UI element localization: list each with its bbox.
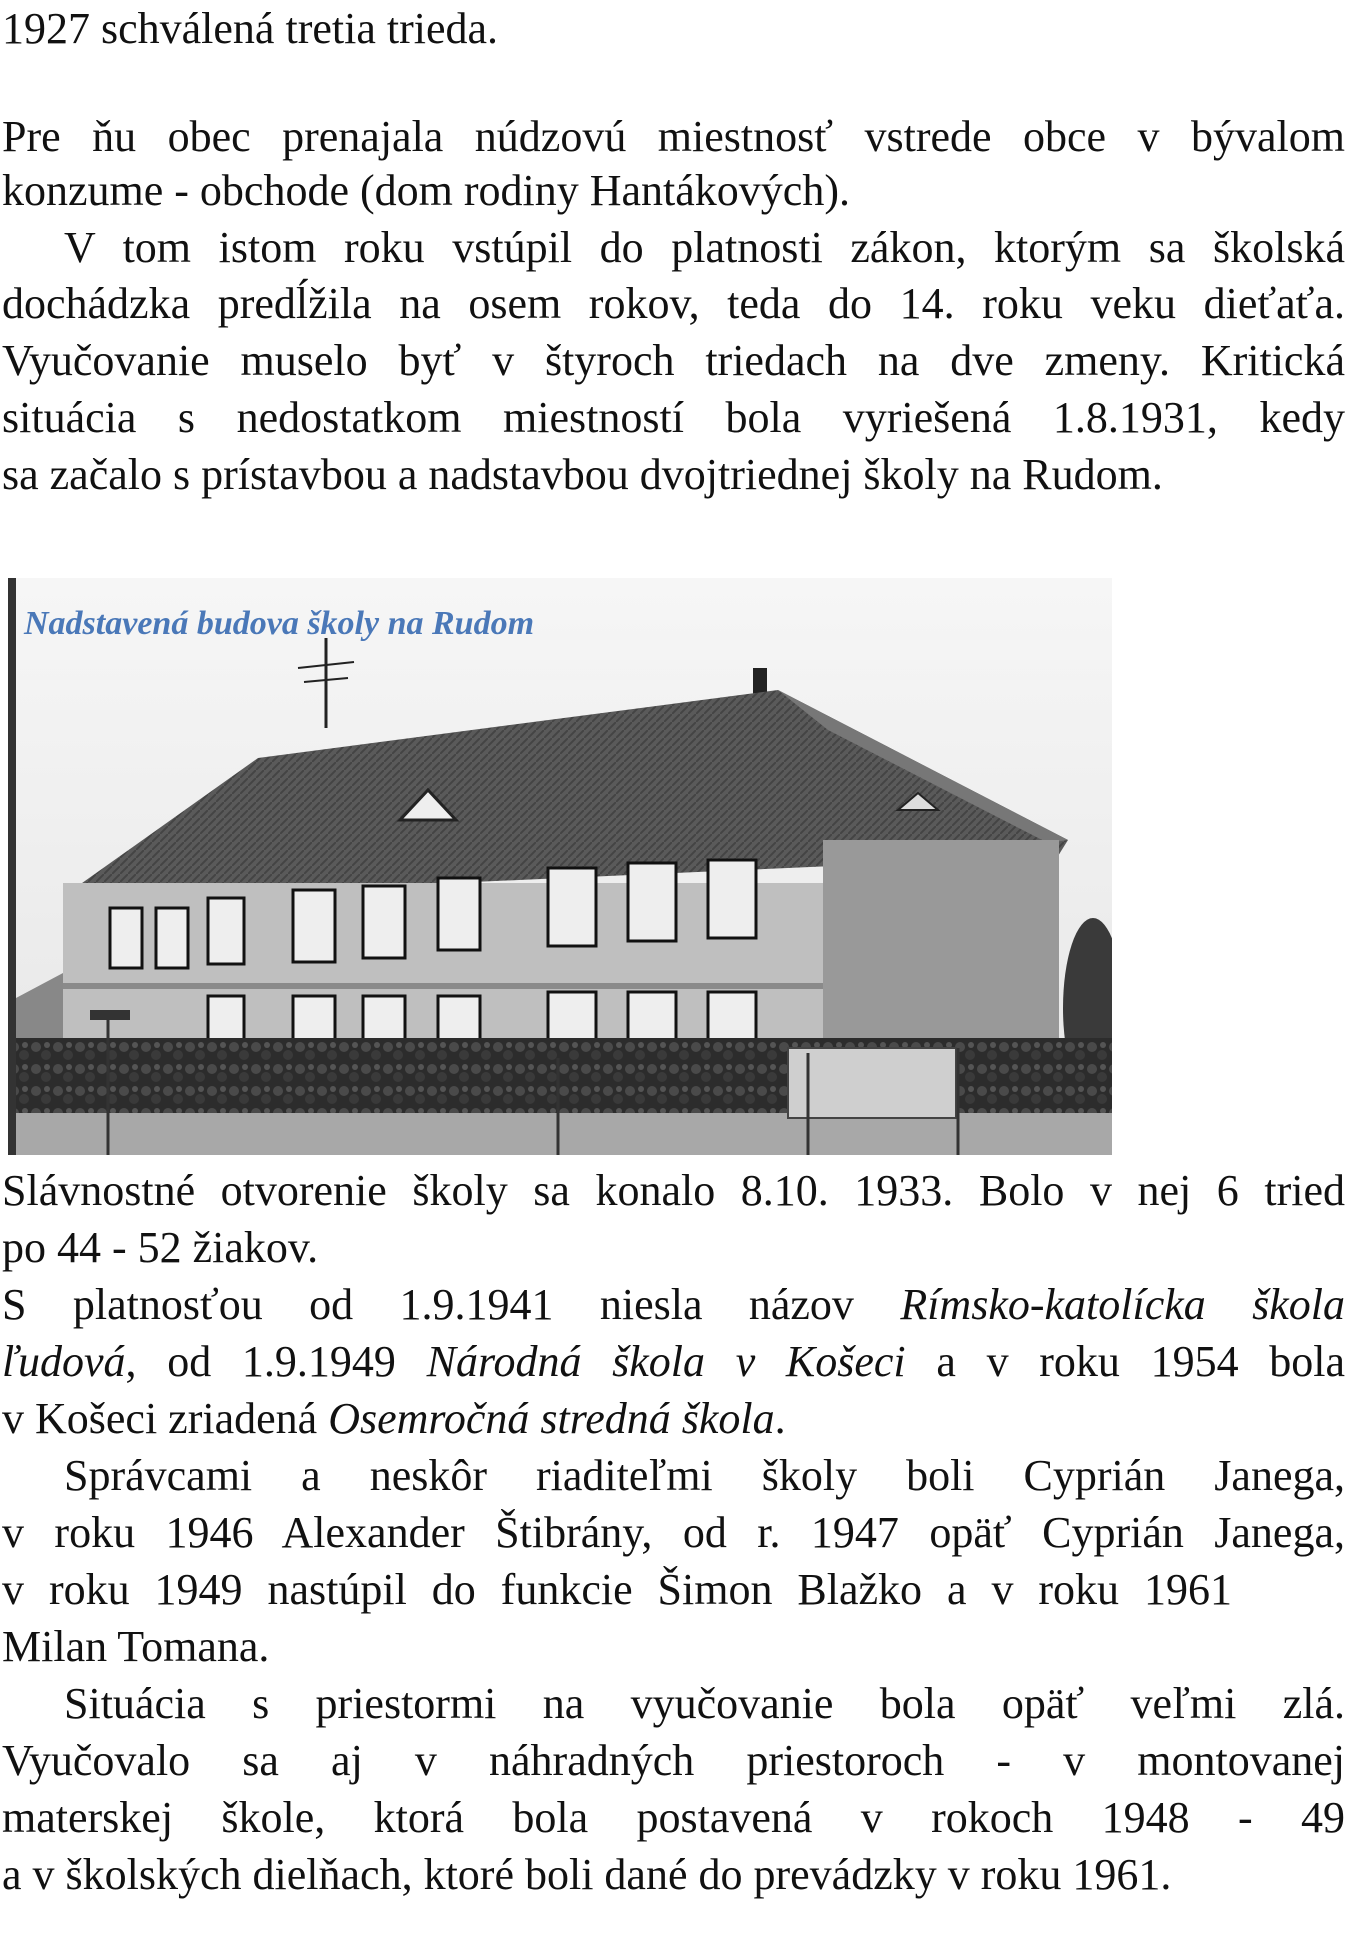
school-building-photo: [8, 578, 1120, 1155]
photo-caption: Nadstavená budova školy na Rudom: [24, 605, 535, 642]
text-line: sa začalo s prístavbou a nadstavbou dvojtriednej školy na Rudom.: [2, 450, 1163, 499]
school-name: Rímsko-katolícka škola: [900, 1280, 1345, 1329]
text-line: V tom istom roku vstúpil do platnosti zákon, ktorým sa školská: [64, 223, 1345, 272]
text-line: Milan Tomana.: [2, 1622, 270, 1671]
text-line: po 44 - 52 žiakov.: [2, 1223, 319, 1272]
text-line: konzume - obchode (dom rodiny Hantákových).: [2, 166, 850, 215]
school-name: ľudová: [2, 1337, 126, 1386]
text-line: 1927 schválená tretia trieda.: [2, 4, 499, 53]
school-name: Osemročná stredná škola: [328, 1394, 775, 1443]
text-line: Vyučovanie muselo byť v štyroch triedach na dve zmeny. Kritická: [2, 336, 1345, 385]
text-span: .: [774, 1394, 786, 1443]
text-line: Vyučovalo sa aj v náhradných priestoroch - v montovanej: [2, 1736, 1345, 1785]
text-line: Slávnostné otvorenie školy sa konalo 8.10. 1933. Bolo v nej 6 tried: [2, 1166, 1345, 1215]
text-line: materskej škole, ktorá bola postavená v rokoch 1948 - 49: [2, 1793, 1345, 1842]
text-span: a v roku 1954 bola: [905, 1337, 1345, 1386]
text-span: S platnosťou od 1.9.1941 niesla názov: [2, 1280, 901, 1329]
text-line: Správcami a neskôr riaditeľmi školy boli Cyprián Janega,: [64, 1451, 1345, 1500]
school-name: Národná škola v Košeci: [426, 1337, 906, 1386]
text-line: situácia s nedostatkom miestností bola vyriešená 1.8.1931, kedy: [2, 393, 1345, 442]
text-line: Situácia s priestormi na vyučovanie bola opäť veľmi zlá.: [64, 1679, 1345, 1728]
text-line: [2, 1333, 1345, 1391]
text-line: v roku 1946 Alexander Štibrány, od r. 1947 opäť Cyprián Janega,: [2, 1508, 1345, 1557]
text-line: [2, 1390, 1345, 1448]
text-line: a v školských dielňach, ktoré boli dané do prevádzky v roku 1961.: [2, 1850, 1172, 1899]
text-span: v Košeci zriadená: [2, 1394, 329, 1443]
text-line: dochádzka predĺžila na osem rokov, teda do 14. roku veku dieťaťa.: [2, 279, 1345, 328]
text-line: v roku 1949 nastúpil do funkcie Šimon Blažko a v roku 1961: [2, 1565, 1232, 1614]
text-span: , od 1.9.1949: [125, 1337, 427, 1386]
text-line: Pre ňu obec prenajala núdzovú miestnosť vstrede obce v bývalom: [2, 112, 1345, 161]
text-line: [2, 1276, 1345, 1334]
